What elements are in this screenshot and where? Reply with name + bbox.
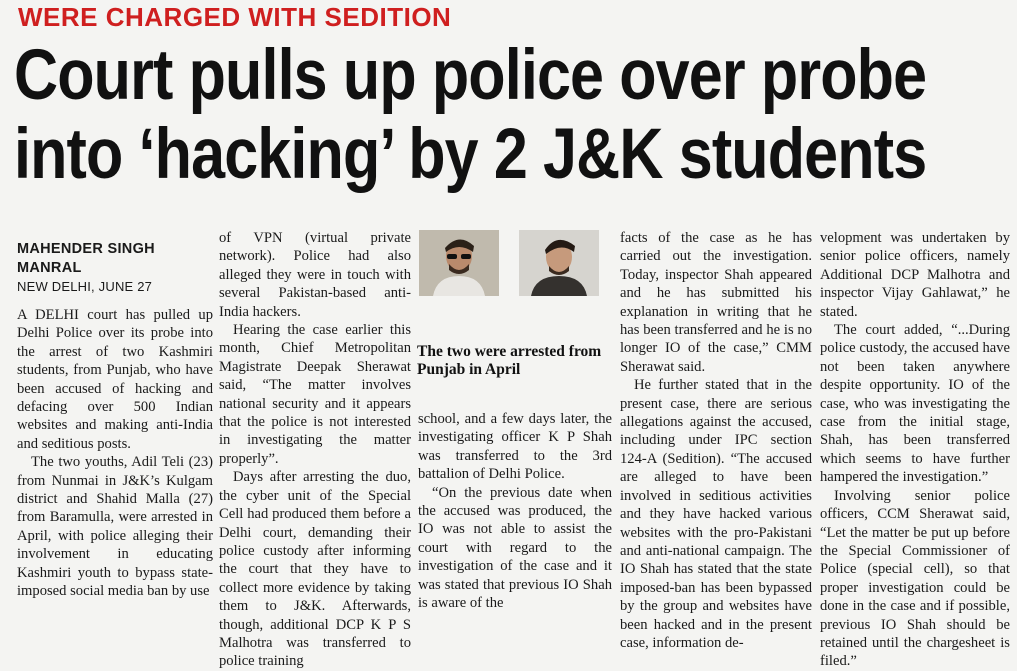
photo-adil-teli <box>419 230 499 296</box>
paragraph: facts of the case as he has carried out the investigation. Today, inspector Shah appeared and he has submitted his explanation in writing that he has been transferred and he is no longer IO of the case,” CMM Sherawat said. <box>620 230 812 375</box>
byline-name-line-2: MANRAL <box>17 260 82 276</box>
headline <box>14 36 927 194</box>
paragraph: school, and a few days later, the investigating officer K P Shah was transferred to the 3rd battalion of Delhi Police. <box>418 411 612 483</box>
paragraph: “On the previous date when the accused was produced, the IO was not able to assist the court with regard to the investigation of the case and it was stated that previous IO Shah is aware of the <box>418 484 612 612</box>
byline-name-line-1: MAHENDER SINGH <box>17 241 155 257</box>
column-5 <box>820 229 1010 671</box>
photo-shahid-malla <box>519 230 599 296</box>
paragraph: The two youths, Adil Teli (23) from Nunmai in J&K’s Kulgam district and Shahid Malla (27) from Baramulla, were arrested in April, with police alleging their involvement in educating Kashmiri youth to bypass state-imposed social media ban by use <box>17 454 213 600</box>
paragraph: velopment was undertaken by senior police officers, namely Additional DCP Malhotra and inspector Vijay Gahlawat,” he stated. <box>820 230 1010 320</box>
photo-caption: The two were arrested from Punjab in April <box>417 343 602 378</box>
paragraph: Days after arresting the duo, the cyber unit of the Special Cell had produced them before a Delhi court, demanding their police custody after informing the court that they have to collect more evidence by taking them to J&K. Afterwards, though, additional DCP K P S Malhotra was transferred to police training <box>219 469 411 670</box>
column-3 <box>418 410 612 612</box>
paragraph: of VPN (virtual private network). Police had also alleged they were in touch with several Pakistan-based anti-India hackers. <box>219 230 411 320</box>
kicker: WERE CHARGED WITH SEDITION <box>18 2 452 32</box>
headline-line-1: Court pulls up police over probe <box>14 36 927 115</box>
column-2 <box>219 229 411 671</box>
paragraph: The court added, “...During police custody, the accused have not been taken anywhere despite opportunity. IO of the case, who was investigating the case from the initial stage, Shah, has been transferred which seems to have further hampered the investigation.” <box>820 322 1010 486</box>
portrait-photo-2 <box>519 230 599 296</box>
portrait-photo-1 <box>419 230 499 296</box>
paragraph: Involving senior police officers, CCM Sherawat said, “Let the matter be put up before the Special Commissioner of Police (special cell), so that proper investigation could be done in the case and if possible, previous IO Shah should be retained until the chargesheet is filed.” <box>820 487 1010 670</box>
paragraph: A DELHI court has pulled up Delhi Police over its probe into the arrest of two Kashmiri students, from Punjab, who have been accused of hacking and defacing over 500 Indian websites and making anti-India and seditious posts. <box>17 307 213 452</box>
paragraph: Hearing the case earlier this month, Chief Metropolitan Magistrate Deepak Sherawat said, “The matter involves national security and it appears that the police is not interested in investigating the matter properly”. <box>219 322 411 467</box>
headline-line-2: into ‘hacking’ by 2 J&K students <box>14 115 927 194</box>
paragraph: He further stated that in the present case, there are serious allegations against the accused, including under IPC section 124-A (Sedition). “The accused are alleged to have been involved in seditious activities and they have hacked various websites with the pro-Pakistani and anti-national campaign. The IO Shah has stated that the state imposed-ban has been bypassed by the group and websites have been hacked and in the present case, information de- <box>620 377 812 651</box>
dateline: NEW DELHI, JUNE 27 <box>17 279 153 294</box>
column-4 <box>620 229 812 652</box>
column-1 <box>17 240 213 601</box>
byline-name <box>17 240 213 278</box>
